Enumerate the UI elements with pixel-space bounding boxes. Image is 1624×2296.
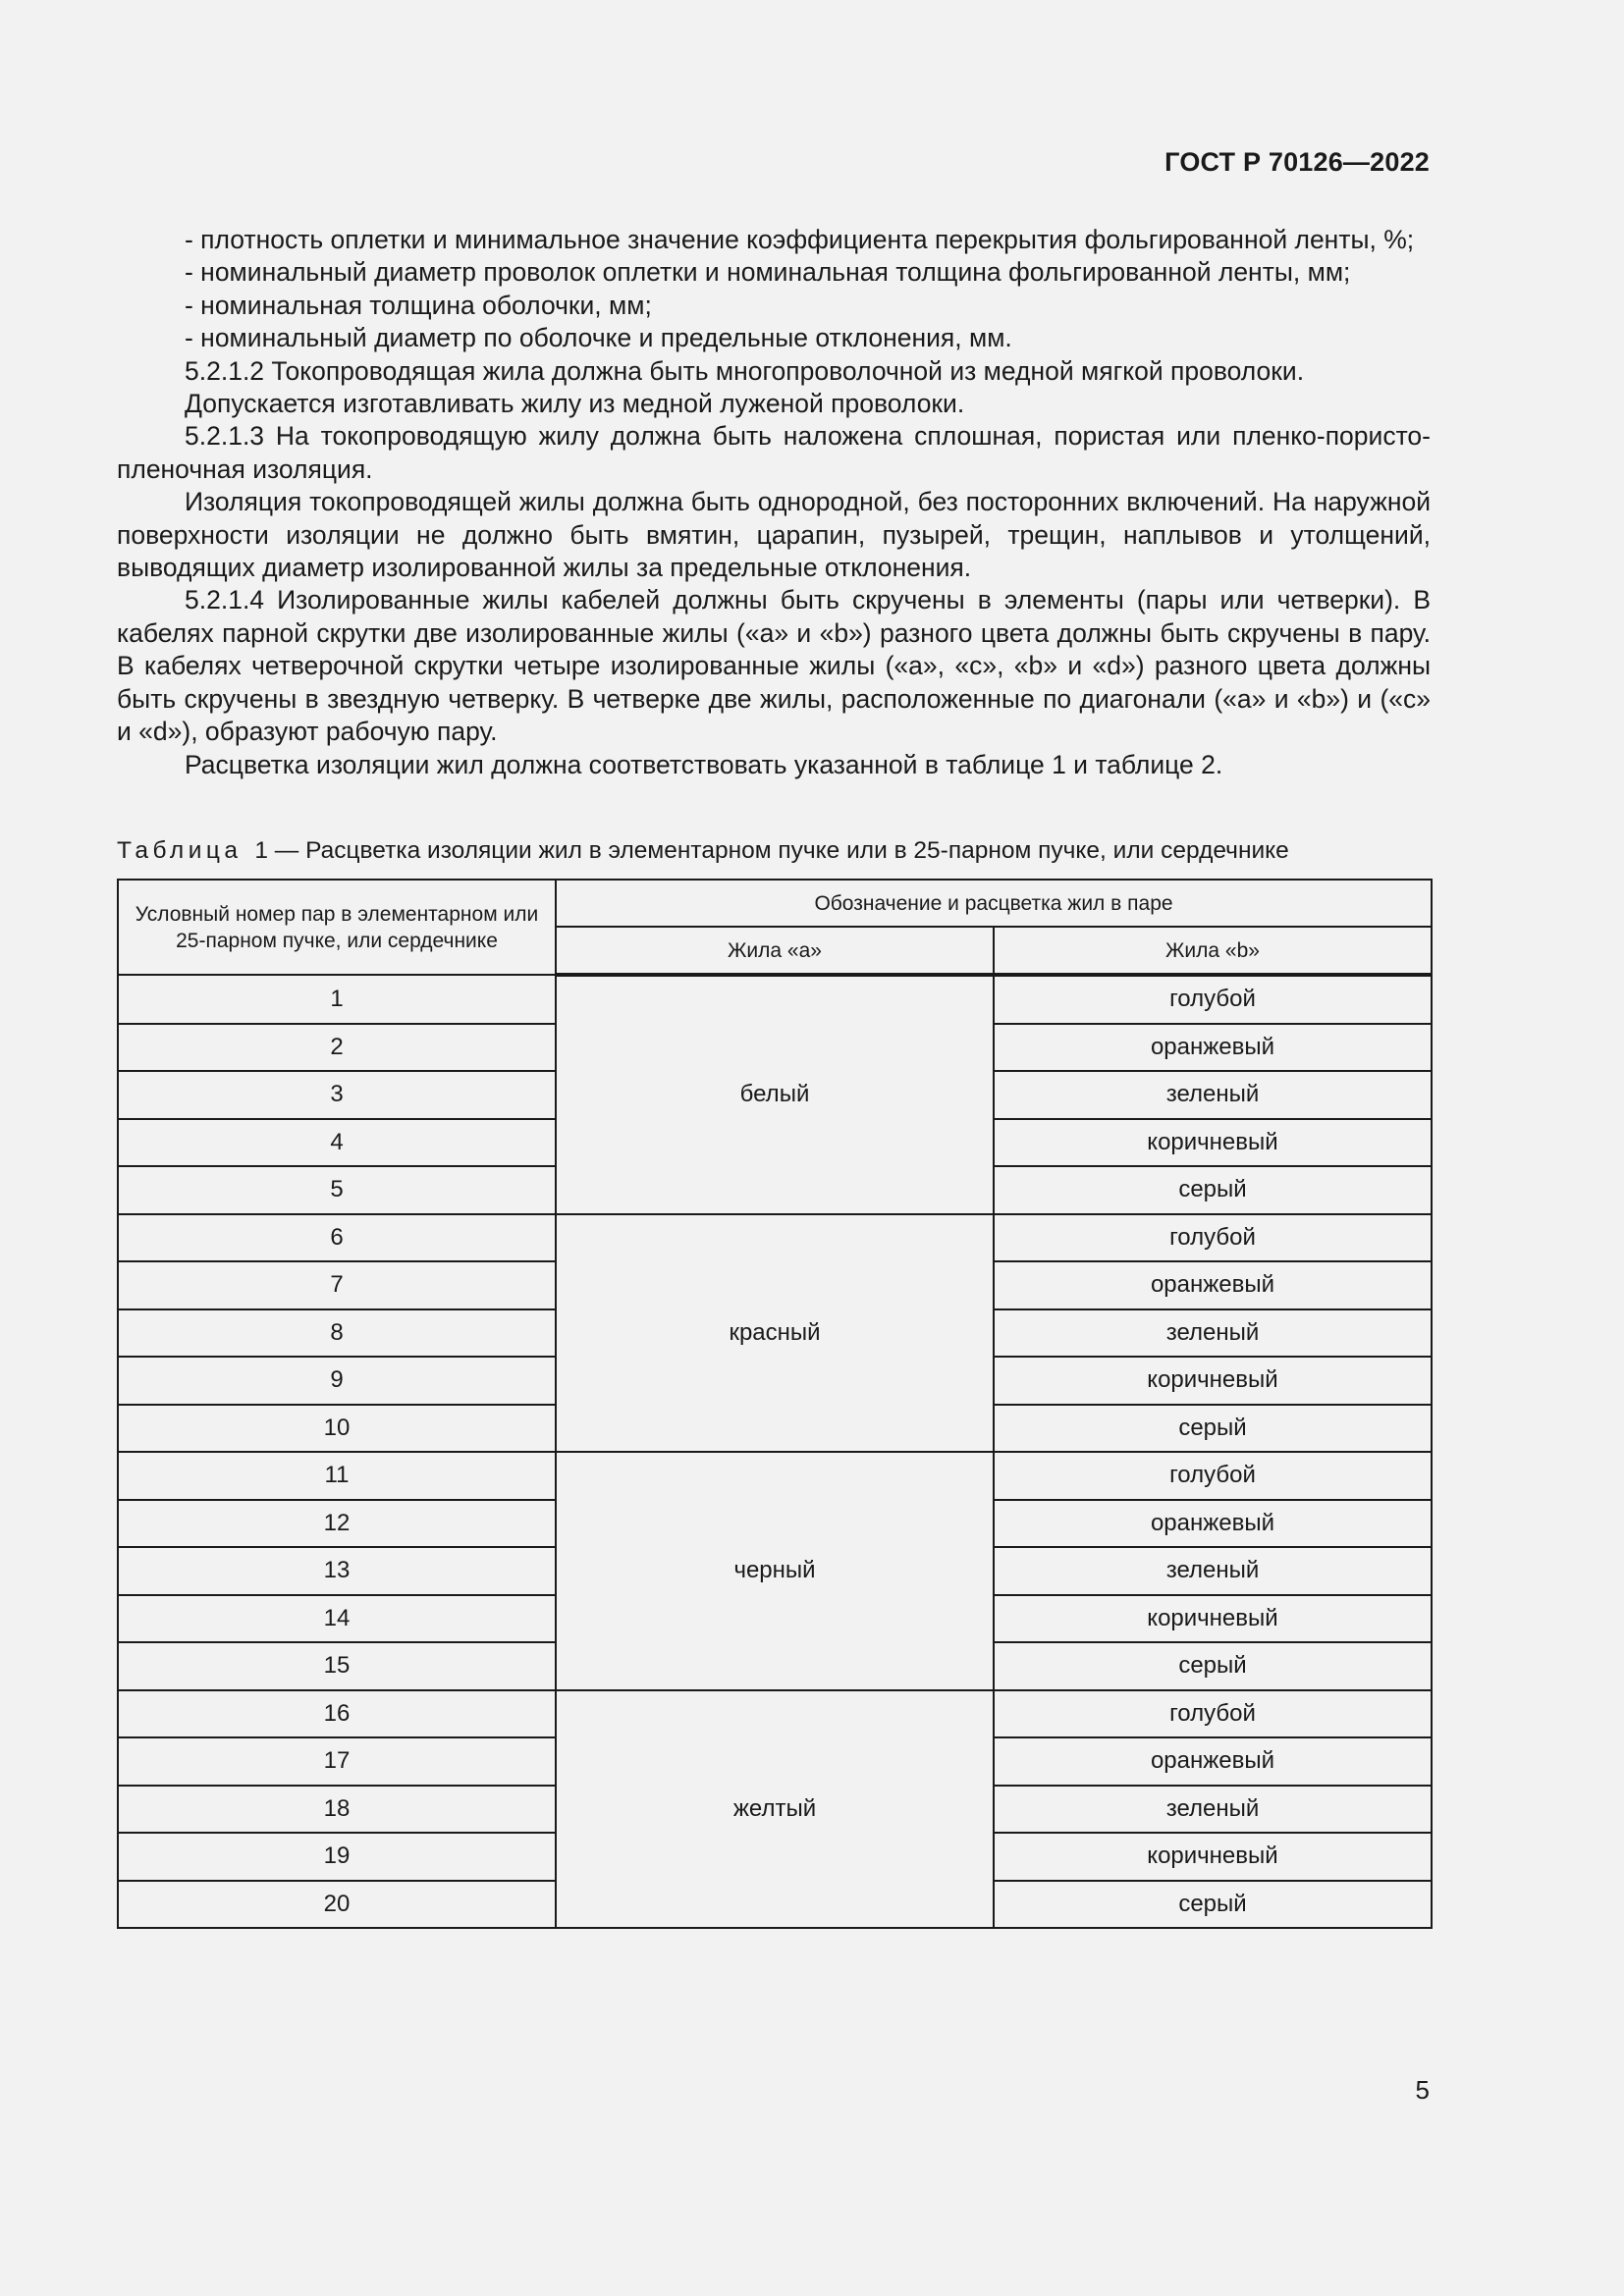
wire-b-color-cell: коричневый [994, 1833, 1432, 1881]
pair-number-cell: 3 [118, 1071, 556, 1119]
pair-number-cell: 1 [118, 975, 556, 1024]
paragraph: - плотность оплетки и минимальное значение коэффициента перекрытия фольгированной ленты, %; [185, 225, 1415, 254]
wire-b-color-cell: зеленый [994, 1547, 1432, 1595]
wire-b-color-cell: зеленый [994, 1309, 1432, 1358]
col-wire-a-header: Жила «a» [556, 927, 994, 975]
pair-number-cell: 14 [118, 1595, 556, 1643]
wire-b-color-cell: коричневый [994, 1357, 1432, 1405]
pair-number-cell: 15 [118, 1642, 556, 1690]
col-pair-number-header: Условный номер пар в элементарном или 25-парном пучке, или сердечнике [118, 880, 556, 975]
table-row [118, 1690, 1432, 1738]
wire-b-color-cell: серый [994, 1166, 1432, 1214]
pair-number-cell: 7 [118, 1261, 556, 1309]
paragraph: Допускается изготавливать жилу из медной луженой проволоки. [185, 389, 965, 419]
wire-b-color-cell: серый [994, 1405, 1432, 1453]
table-caption-text: 1 — Расцветка изоляции жил в элементарном пучке или в 25-парном пучке, или сердечнике [254, 837, 1289, 864]
pair-number-cell: 2 [118, 1024, 556, 1072]
paragraph: - номинальная толщина оболочки, мм; [185, 290, 652, 320]
wire-b-color-cell: оранжевый [994, 1500, 1432, 1548]
col-wire-b-header: Жила «b» [994, 927, 1432, 975]
table-caption [117, 837, 1452, 865]
pair-number-cell: 6 [118, 1214, 556, 1262]
wire-b-color-cell: коричневый [994, 1119, 1432, 1167]
wire-a-color-cell: белый [556, 975, 994, 1214]
pair-number-cell: 10 [118, 1405, 556, 1453]
wire-b-color-cell: оранжевый [994, 1024, 1432, 1072]
pair-number-cell: 9 [118, 1357, 556, 1405]
wire-b-color-cell: зеленый [994, 1071, 1432, 1119]
pair-number-cell: 16 [118, 1690, 556, 1738]
group-header: Обозначение и расцветка жил в паре [556, 880, 1432, 927]
wire-a-color-cell: черный [556, 1452, 994, 1690]
table-row [118, 1452, 1432, 1500]
pair-number-cell: 13 [118, 1547, 556, 1595]
paragraph: 5.2.1.3 На токопроводящую жилу должна быть наложена сплошная, пористая или пленко-пористо-пленочная изоляция. [117, 421, 1431, 484]
pair-number-cell: 20 [118, 1881, 556, 1929]
pair-number-cell: 5 [118, 1166, 556, 1214]
wire-b-color-cell: оранжевый [994, 1737, 1432, 1786]
pair-number-cell: 19 [118, 1833, 556, 1881]
table-row [118, 1214, 1432, 1262]
wire-b-color-cell: оранжевый [994, 1261, 1432, 1309]
pair-number-cell: 4 [118, 1119, 556, 1167]
paragraph: 5.2.1.4 Изолированные жилы кабелей должны быть скручены в элементы (пары или четверки). В кабелях парной скрутки две изолированные жилы («a» и «b») разного цвета должны быть скручены в пару. В кабелях четверочной скрутки четыре изолированные жилы («a», «c», «b» и «d») разного цвета должны быть скручены в звездную четверку. В четверке две жилы, расположенные по диагонали («a» и «b») и («c» и «d»), образуют рабочую пару. [117, 585, 1431, 747]
table-row [118, 975, 1432, 1024]
wire-b-color-cell: серый [994, 1642, 1432, 1690]
wire-b-color-cell: голубой [994, 975, 1432, 1024]
paragraph: Расцветка изоляции жил должна соответствовать указанной в таблице 1 и таблице 2. [185, 749, 1223, 779]
wire-a-color-cell: желтый [556, 1690, 994, 1929]
color-table [117, 879, 1433, 1929]
pair-number-cell: 18 [118, 1786, 556, 1834]
paragraph: - номинальный диаметр проволок оплетки и номинальная толщина фольгированной ленты, мм; [185, 257, 1351, 288]
wire-a-color-cell: красный [556, 1214, 994, 1453]
page-number: 5 [1415, 2075, 1430, 2105]
paragraph: Изоляция токопроводящей жилы должна быть однородной, без посторонних включений. На наружной поверхности изоляции не должно быть вмятин, царапин, пузырей, трещин, наплывов и утолщений, выводящих диаметр изолированной жилы за предельные отклонения. [117, 487, 1431, 583]
wire-b-color-cell: серый [994, 1881, 1432, 1929]
paragraph: 5.2.1.2 Токопроводящая жила должна быть многопроволочной из медной мягкой проволоки. [185, 355, 1305, 386]
body-text [117, 224, 1431, 781]
wire-b-color-cell: голубой [994, 1452, 1432, 1500]
table-caption-label: Таблица [117, 837, 243, 864]
document-code: ГОСТ Р 70126—2022 [1164, 147, 1430, 177]
pair-number-cell: 11 [118, 1452, 556, 1500]
wire-b-color-cell: голубой [994, 1214, 1432, 1262]
pair-number-cell: 8 [118, 1309, 556, 1358]
wire-b-color-cell: голубой [994, 1690, 1432, 1738]
pair-number-cell: 12 [118, 1500, 556, 1548]
wire-b-color-cell: коричневый [994, 1595, 1432, 1643]
paragraph: - номинальный диаметр по оболочке и предельные отклонения, мм. [185, 323, 1012, 353]
pair-number-cell: 17 [118, 1737, 556, 1786]
wire-b-color-cell: зеленый [994, 1786, 1432, 1834]
